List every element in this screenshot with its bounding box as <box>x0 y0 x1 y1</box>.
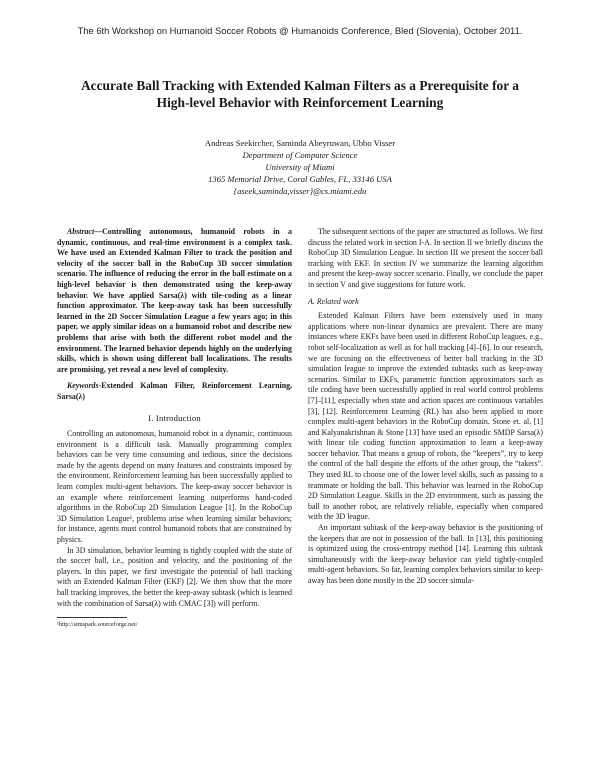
intro-paragraph-2: In 3D simulation, behavior learning is tightly coupled with the state of the soccer ball, i.e., position and velocity, and the positioning of the players. In this paper, we first investigate the potential of ball tracking with an Extended Kalman Filter (EKF) [2]. We then show that the more ball tracking improves, the better the keep-away subtask (which is learned with the combination of Sarsa(λ) with CMAC [3]) will perform. <box>57 545 292 608</box>
author-block <box>120 137 480 197</box>
author-university: University of Miami <box>265 162 335 172</box>
title-line-1: Accurate Ball Tracking with Extended Kalman Filters as a Prerequisite for a <box>80 78 519 93</box>
right-column <box>308 227 543 587</box>
related-work-heading: A. Related work <box>308 296 359 306</box>
author-address: 1365 Memorial Drive, Coral Gables, FL, 33146 USA <box>208 174 392 184</box>
keywords <box>57 381 292 402</box>
paper-title <box>60 77 540 111</box>
abstract <box>57 227 292 375</box>
structure-paragraph: The subsequent sections of the paper are structured as follows. We first discuss the related work in section I-A. In section II we briefly discuss the RoboCup 3D Simulation League. In section III we present the soccer ball tracking with EKF. In section IV we summarize the learning algorithm and present the keep-away soccer scenario. Finally, we conclude the paper in section V and give suggestions for future work. <box>308 227 543 289</box>
keywords-text: -Extended Kalman Filter, Reinforcement Learning, Sarsa(λ) <box>57 381 292 401</box>
abstract-text: —Controlling autonomous, humanoid robots in a dynamic, continuous, and real-time environment is a complex task. We have used an Extended Kalman Filter to track the position and velocity of the soccer ball in the RoboCup 3D soccer simulation scenario. The influence of reducing the error in the ball estimate on a high-level behavior is then demonstrated using the keep-away behavior. We have applied Sarsa(λ) with tile-coding as a linear function approximator. The keep-away task has been successfully learned in the 2D Soccer Simulation League a few years ago; in this paper, we apply similar ideas on a humanoid robot and describe new problems that arise with both the different robot model and the environment. The learned behavior depends highly on the underlying skills, which is shown using different ball localizations. The results are promising, yet reveal a new level of complexity. <box>57 227 292 374</box>
related-work-paragraph-2: An important subtask of the keep-away behavior is the positioning of the keepers that are not in possession of the ball. In [13], this positioning is optimized using the cross-entropy method [14]. Learning this subtask simultaneously with the keep-away behavior can yield tightly-coupled multi-agent behaviors. So far, learning complex behaviors similar to keep-away has been done mostly in the 2D soccer simula- <box>308 523 543 585</box>
conference-header: The 6th Workshop on Humanoid Soccer Robots @ Humanoids Conference, Bled (Slovenia), October 2011. <box>77 25 523 36</box>
left-column <box>57 227 292 629</box>
intro-heading: I. Introduction <box>148 412 201 423</box>
footnote-divider <box>57 617 127 618</box>
keywords-lead: Keywords <box>67 381 99 391</box>
intro-paragraph-1: Controlling an autonomous, humanoid robot in a dynamic, continuous environment is a difficult task. Manually programming complex behaviors can be very time consuming and tedious, since the decisions made by the agents depend on many features and constraints imposed by the environment. Reinforcement learning has been successfully applied to learn complex multi-agent behaviors. The keep-away soccer behavior is an example where reinforcement learning outperforms hand-coded algorithms in the RoboCup 2D Simulation League [1]. In the RoboCup 3D Simulation League¹, problems arise when learning similar behaviors; for instance, agents must control humanoid robots that are constrained by physics. <box>57 429 292 545</box>
related-work-paragraph-1: Extended Kalman Filters have been extensively used in many applications where non-linear dynamics are prevalent. There are many instances where EKFs have been used in different RoboCup leagues, e.g., robot self-localization as well as for ball tracking [4]–[6]. In our research, we are focusing on the effectiveness of better ball tracking in the 3D simulation league to improve the extended subtasks such as keep-away scenarios. Similar to EKFs, parametric function approximators such as tile coding have been successfully applied in real world control problems [7]–[11], especially when state and action spaces are continuous variables [3], [12]. Reinforcement Learning (RL) has also been applied to more complex multi-agent behaviors in the RoboCup domain. Stone et. al. [1] and Kalyanakrishnan & Stone [13] have used an episodic SMDP Sarsa(λ) with linear tile coding function approximation to learn a keep-away soccer behavior. That means a group of robots, the “keepers”, try to keep the control of the ball despite the efforts of the other group, the “takers”. They used RL to choose one of the lower level skills, such as passing to a teammate or holding the ball. This behavior was learned in the RoboCup 2D Simulation League. Skills in the 2D environment, such as passing the ball to another robot, are relatively reliable, especially when compared with the 3D league. <box>308 311 543 522</box>
abstract-lead: Abstract <box>67 227 95 236</box>
title-line-2: High-level Behavior with Reinforcement Learning <box>156 95 444 110</box>
author-email: {aseek,saminda,visser}@cs.miami.edu <box>233 186 367 196</box>
footnote: ¹http://simspark.sourceforge.net/ <box>57 621 138 629</box>
author-names: Andreas Seekircher, Saminda Abeyruwan, Ubbo Visser <box>204 138 396 148</box>
author-department: Department of Computer Science <box>242 150 358 160</box>
